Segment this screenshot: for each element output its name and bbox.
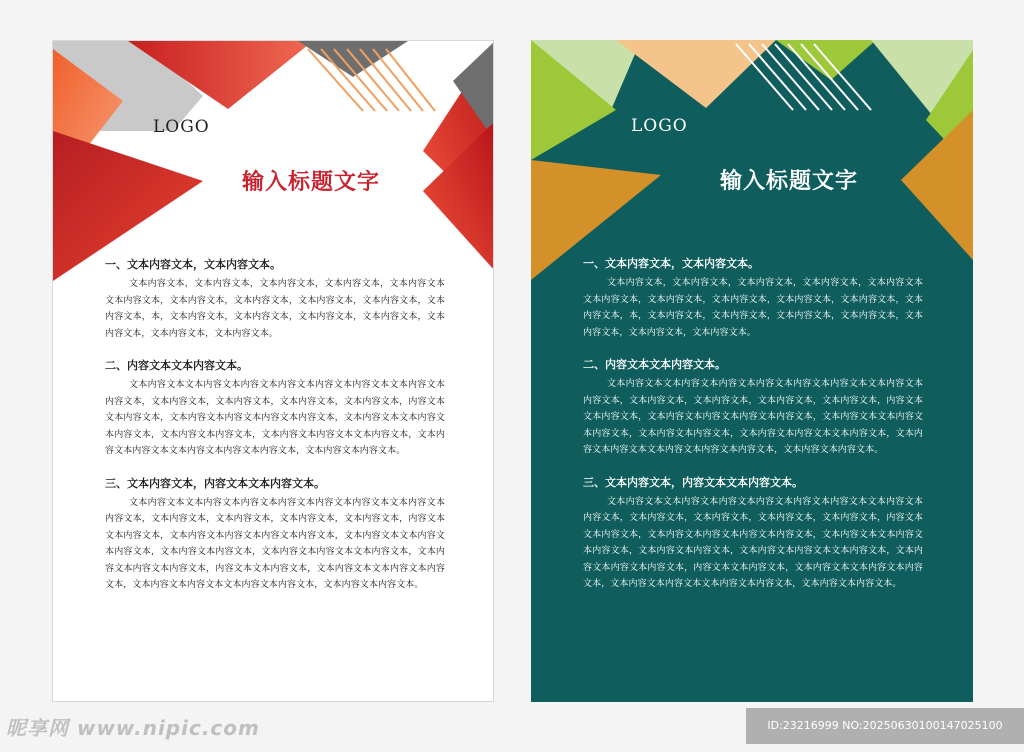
poster-green-template — [531, 40, 973, 702]
section-paragraph: 文本内容文本文本内容文本内容文本内容文本内容文本内容文本文本内容文本内容文本，文本内容文本，文本内容文本，文本内容文本，文本内容文本，内容文本文本内容文本，文本内容文本内容文本内容文本内容文本，文本内容文本文本内容文本内容文本，文本内容文本内容文本，文本内容文本内容文本文本内容文本，文本内容文本内容文本内容文本，内容文本文本内容文本，文本内容文本文本内容文本内容文本，文本内容文本内容文本文本内容文本内容文本，文本内容文本内容文本。 — [583, 496, 923, 589]
section-paragraph: 文本内容文本文本内容文本内容文本内容文本内容文本内容文本文本内容文本内容文本，文本内容文本，文本内容文本，文本内容文本，文本内容文本，内容文本文本内容文本，文本内容文本内容文本内容文本内容文本，文本内容文本文本内容文本内容文本，文本内容文本内容文本，文本内容文本内容文本文本内容文本，文本内容文本内容文本文本内容文本内容文本内容文本，文本内容文本内容文本。 — [105, 380, 445, 456]
section-1 — [583, 257, 923, 341]
section-3 — [105, 477, 445, 594]
section-paragraph: 文本内容文本，文本内容文本，文本内容文本，文本内容文本，文本内容文本文本内容文本，文本内容文本，文本内容文本，文本内容文本，文本内容文本，文本内容文本，本，文本内容文本，文本内容文本，文本内容文本，文本内容文本，文本内容文本，文本内容文本，文本内容文本。 — [583, 278, 923, 338]
section-2 — [105, 359, 445, 460]
section-paragraph: 文本内容文本文本内容文本内容文本内容文本内容文本内容文本文本内容文本内容文本，文本内容文本，文本内容文本，文本内容文本，文本内容文本，内容文本文本内容文本，文本内容文本内容文本内容文本内容文本，文本内容文本文本内容文本内容文本，文本内容文本内容文本，文本内容文本内容文本文本内容文本，文本内容文本内容文本文本内容文本内容文本内容文本，文本内容文本内容文本。 — [583, 379, 923, 455]
section-paragraph: 文本内容文本文本内容文本内容文本内容文本内容文本内容文本文本内容文本内容文本，文本内容文本，文本内容文本，文本内容文本，文本内容文本，内容文本文本内容文本，文本内容文本内容文本内容文本内容文本，文本内容文本文本内容文本内容文本，文本内容文本内容文本，文本内容文本内容文本文本内容文本，文本内容文本内容文本内容文本，内容文本文本内容文本，文本内容文本文本内容文本内容文本，文本内容文本内容文本文本内容文本内容文本，文本内容文本内容文本。 — [105, 497, 445, 590]
section-heading: 三、文本内容文本，内容文本文本内容文本。 — [105, 476, 325, 490]
section-heading: 二、内容文本文本内容文本。 — [583, 358, 726, 371]
site-watermark: 昵享网 www.nipic.com — [6, 716, 260, 740]
section-heading: 一、文本内容文本，文本内容文本。 — [105, 258, 281, 271]
section-paragraph: 文本内容文本，文本内容文本，文本内容文本，文本内容文本，文本内容文本文本内容文本，文本内容文本，文本内容文本，文本内容文本，文本内容文本，文本内容文本，本，文本内容文本，文本内容文本，文本内容文本，文本内容文本，文本内容文本，文本内容文本，文本内容文本。 — [105, 279, 445, 339]
section-heading: 三、文本内容文本，内容文本文本内容文本。 — [583, 475, 803, 489]
poster-title: 输入标题文字 — [241, 169, 380, 195]
content-body — [105, 258, 445, 611]
section-heading: 一、文本内容文本，文本内容文本。 — [583, 257, 759, 270]
section-3 — [583, 476, 923, 593]
id-watermark: ID:23216999 NO:20250630100147025100 — [746, 708, 1024, 744]
logo-text: LOGO — [153, 117, 210, 137]
section-2 — [583, 358, 923, 459]
poster-red-template — [52, 40, 494, 702]
section-1 — [105, 258, 445, 342]
poster-title: 输入标题文字 — [719, 168, 858, 194]
section-heading: 二、内容文本文本内容文本。 — [105, 359, 248, 372]
logo-text: LOGO — [631, 116, 688, 136]
content-body — [583, 257, 923, 610]
